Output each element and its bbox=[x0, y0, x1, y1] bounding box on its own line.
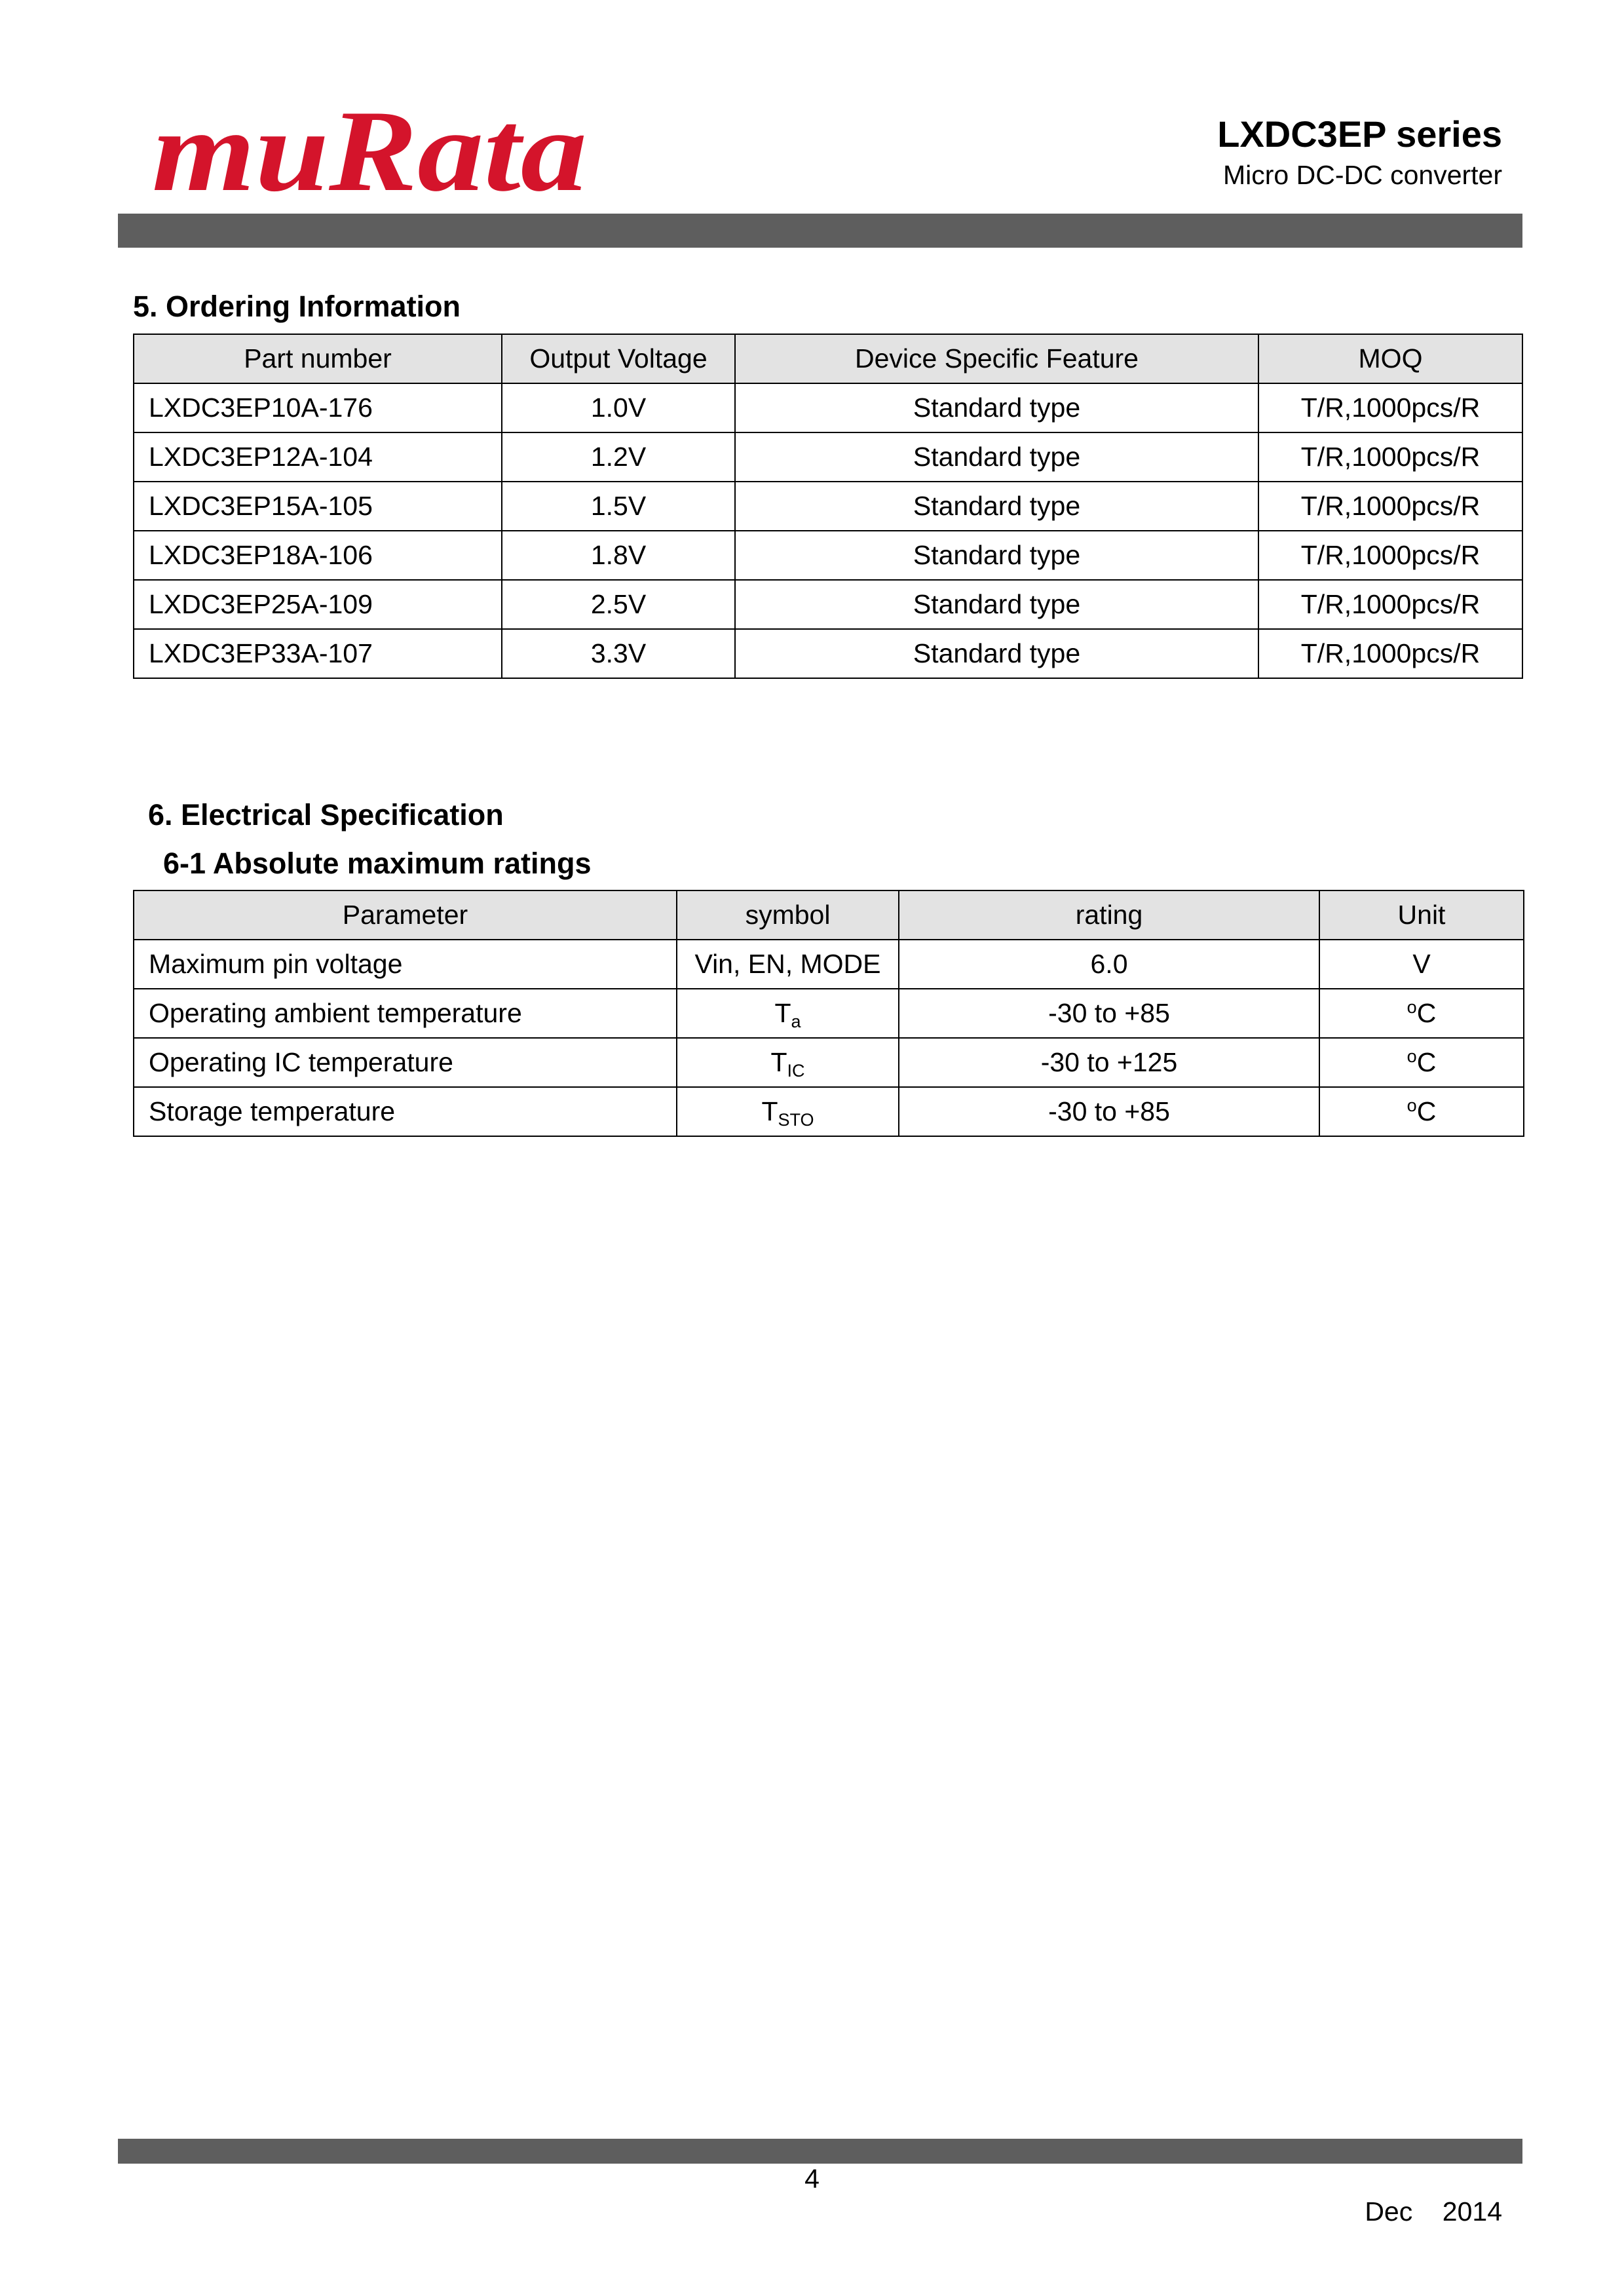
ratings-header-row bbox=[134, 890, 1524, 940]
page-number: 4 bbox=[804, 2164, 820, 2194]
symbol-subscript: STO bbox=[778, 1110, 814, 1130]
unit-cell bbox=[1319, 1038, 1524, 1087]
symbol-main: T bbox=[761, 1096, 778, 1126]
murata-logo bbox=[149, 92, 590, 203]
table-row bbox=[134, 482, 1522, 531]
feature-cell: Standard type bbox=[735, 383, 1258, 432]
part-number-cell: LXDC3EP12A-104 bbox=[134, 432, 502, 482]
unit-main: C bbox=[1416, 1047, 1437, 1077]
header-divider-bar bbox=[118, 214, 1522, 248]
table-row bbox=[134, 1087, 1524, 1136]
feature-cell: Standard type bbox=[735, 482, 1258, 531]
symbol-main: Vin, EN, MODE bbox=[694, 949, 881, 979]
unit-main: C bbox=[1416, 1096, 1437, 1126]
section-title-ordering: 5. Ordering Information bbox=[133, 290, 461, 323]
brand-logo-text: muRata bbox=[152, 92, 587, 203]
table-row bbox=[134, 383, 1522, 432]
symbol-main: T bbox=[774, 998, 791, 1028]
series-title: LXDC3EP series bbox=[1217, 113, 1502, 155]
table-row bbox=[134, 432, 1522, 482]
symbol-subscript: IC bbox=[787, 1061, 805, 1081]
feature-cell: Standard type bbox=[735, 531, 1258, 580]
voltage-cell: 1.8V bbox=[502, 531, 735, 580]
subsection-title-abs-max: 6-1 Absolute maximum ratings bbox=[163, 847, 592, 880]
symbol-main: T bbox=[770, 1047, 787, 1077]
footer-divider-bar bbox=[118, 2139, 1522, 2164]
col-header-feature: Device Specific Feature bbox=[735, 334, 1258, 383]
parameter-cell: Storage temperature bbox=[134, 1087, 677, 1136]
parameter-cell: Operating ambient temperature bbox=[134, 989, 677, 1038]
feature-cell: Standard type bbox=[735, 629, 1258, 678]
moq-cell: T/R,1000pcs/R bbox=[1258, 482, 1522, 531]
col-header-parameter: Parameter bbox=[134, 890, 677, 940]
table-row bbox=[134, 940, 1524, 989]
unit-degree: o bbox=[1407, 1096, 1417, 1115]
rating-cell: -30 to +85 bbox=[899, 1087, 1319, 1136]
symbol-subscript: a bbox=[791, 1012, 801, 1031]
table-row bbox=[134, 989, 1524, 1038]
moq-cell: T/R,1000pcs/R bbox=[1258, 629, 1522, 678]
table-row bbox=[134, 629, 1522, 678]
table-row bbox=[134, 531, 1522, 580]
moq-cell: T/R,1000pcs/R bbox=[1258, 580, 1522, 629]
rating-cell: 6.0 bbox=[899, 940, 1319, 989]
unit-degree: o bbox=[1407, 997, 1417, 1017]
symbol-cell bbox=[677, 940, 899, 989]
unit-cell bbox=[1319, 1087, 1524, 1136]
col-header-output-voltage: Output Voltage bbox=[502, 334, 735, 383]
symbol-cell bbox=[677, 1087, 899, 1136]
part-number-cell: LXDC3EP15A-105 bbox=[134, 482, 502, 531]
table-row bbox=[134, 1038, 1524, 1087]
part-number-cell: LXDC3EP25A-109 bbox=[134, 580, 502, 629]
symbol-cell bbox=[677, 989, 899, 1038]
col-header-part-number: Part number bbox=[134, 334, 502, 383]
voltage-cell: 1.5V bbox=[502, 482, 735, 531]
unit-cell bbox=[1319, 989, 1524, 1038]
col-header-moq: MOQ bbox=[1258, 334, 1522, 383]
col-header-rating: rating bbox=[899, 890, 1319, 940]
symbol-cell bbox=[677, 1038, 899, 1087]
absolute-max-ratings-table bbox=[133, 890, 1524, 1137]
voltage-cell: 1.0V bbox=[502, 383, 735, 432]
parameter-cell: Operating IC temperature bbox=[134, 1038, 677, 1087]
moq-cell: T/R,1000pcs/R bbox=[1258, 531, 1522, 580]
rating-cell: -30 to +85 bbox=[899, 989, 1319, 1038]
moq-cell: T/R,1000pcs/R bbox=[1258, 383, 1522, 432]
voltage-cell: 3.3V bbox=[502, 629, 735, 678]
ordering-table bbox=[133, 334, 1523, 679]
col-header-symbol: symbol bbox=[677, 890, 899, 940]
col-header-unit: Unit bbox=[1319, 890, 1524, 940]
part-number-cell: LXDC3EP10A-176 bbox=[134, 383, 502, 432]
unit-degree: o bbox=[1407, 1046, 1417, 1066]
unit-main: C bbox=[1416, 998, 1437, 1028]
feature-cell: Standard type bbox=[735, 432, 1258, 482]
moq-cell: T/R,1000pcs/R bbox=[1258, 432, 1522, 482]
table-row bbox=[134, 580, 1522, 629]
rating-cell: -30 to +125 bbox=[899, 1038, 1319, 1087]
part-number-cell: LXDC3EP18A-106 bbox=[134, 531, 502, 580]
section-title-electrical: 6. Electrical Specification bbox=[148, 798, 504, 832]
unit-cell bbox=[1319, 940, 1524, 989]
voltage-cell: 1.2V bbox=[502, 432, 735, 482]
voltage-cell: 2.5V bbox=[502, 580, 735, 629]
unit-main: V bbox=[1412, 949, 1431, 979]
parameter-cell: Maximum pin voltage bbox=[134, 940, 677, 989]
feature-cell: Standard type bbox=[735, 580, 1258, 629]
product-subtitle: Micro DC-DC converter bbox=[1223, 160, 1502, 190]
part-number-cell: LXDC3EP33A-107 bbox=[134, 629, 502, 678]
document-date: Dec 2014 bbox=[1365, 2196, 1502, 2227]
ordering-header-row bbox=[134, 334, 1522, 383]
